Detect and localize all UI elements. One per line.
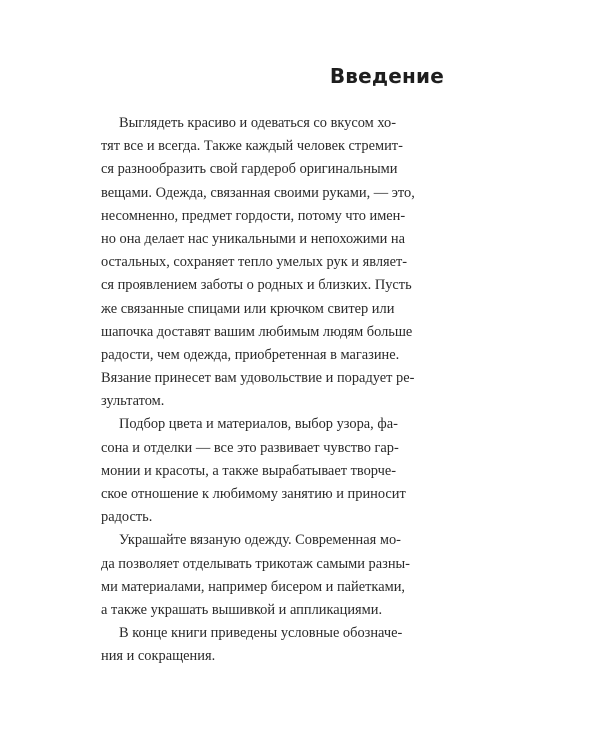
text-line: монии и красоты, а также вырабатывает творче- <box>101 462 397 479</box>
text-line: Украшайте вязаную одежду. Современная мо- <box>119 532 401 549</box>
text-line: В конце книги приведены условные обозначе- <box>119 625 403 642</box>
text-line: ми материалами, например бисером и пайетками, <box>101 578 405 595</box>
text-line: несомненно, предмет гордости, потому что имен- <box>101 207 406 224</box>
text-line: шапочка доставят вашим любимым людям больше <box>101 323 413 340</box>
text-line: Подбор цвета и материалов, выбор узора, фа- <box>119 416 398 433</box>
text-line: да позволяет отделывать трикотаж самыми разны- <box>101 555 410 572</box>
text-line: вещами. Одежда, связанная своими руками, — это, <box>101 184 415 201</box>
text-line: Вязание принесет вам удовольствие и порадует ре- <box>101 370 415 387</box>
text-line: остальных, сохраняет тепло умелых рук и являет- <box>101 254 408 271</box>
text-line: ское отношение к любимому занятию и приносит <box>101 486 406 502</box>
text-line: ся проявлением заботы о родных и близких. Пусть <box>101 277 412 294</box>
text-line: а также украшать вышивкой и аппликациями. <box>101 601 383 618</box>
body-text <box>101 112 415 669</box>
text-line: тят все и всегда. Также каждый человек стремит- <box>101 138 403 155</box>
text-line: ся разнообразить свой гардероб оригинальными <box>101 161 398 178</box>
text-line: Выглядеть красиво и одеваться со вкусом хо- <box>119 115 397 131</box>
text-line: радость. <box>101 509 153 526</box>
text-line: но она делает нас уникальными и непохожими на <box>101 230 405 247</box>
text-line: же связанные спицами или крючком свитер или <box>101 300 395 317</box>
text-line: ния и сокращения. <box>101 648 216 665</box>
page-title: Введение <box>329 64 444 88</box>
text-line: зультатом. <box>101 393 165 410</box>
text-line: сона и отделки — все это развивает чувство гар- <box>101 439 399 456</box>
text-line: радости, чем одежда, приобретенная в магазине. <box>101 346 400 363</box>
